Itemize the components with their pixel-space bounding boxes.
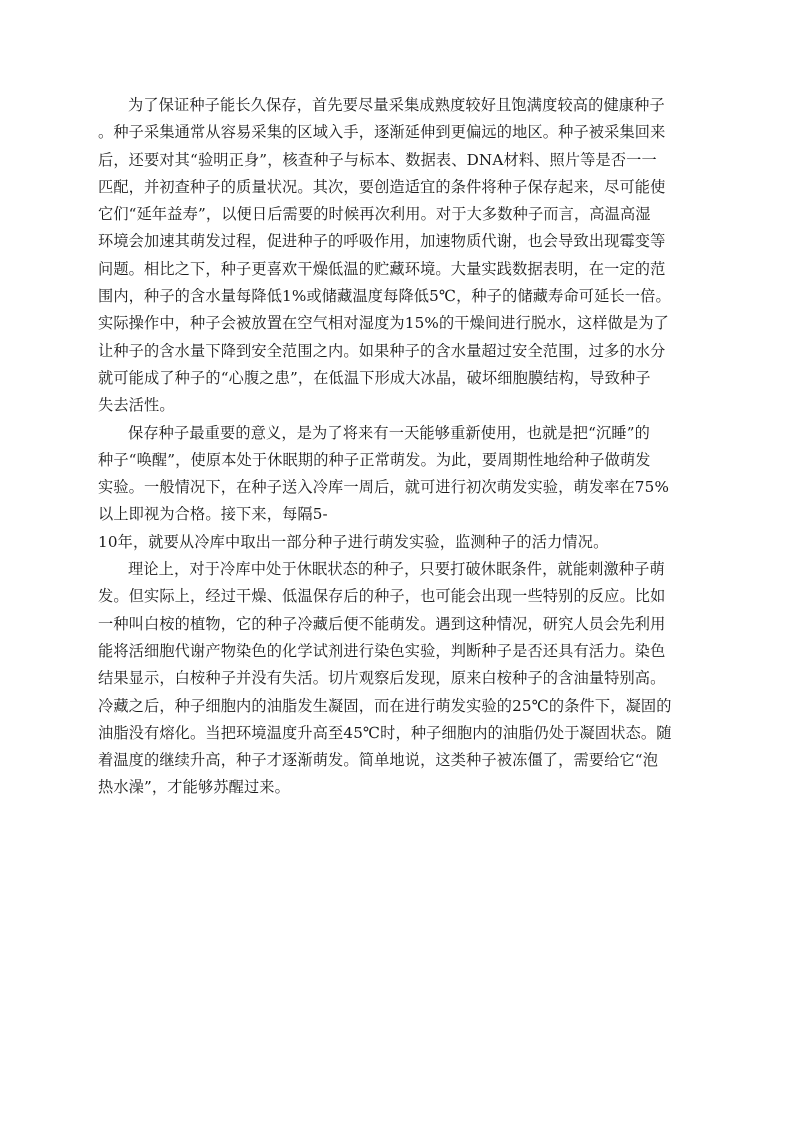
text-line: 实验。一般情况下，在种子送入冷库一周后，就可进行初次萌发实验，萌发率在75% xyxy=(98,478,670,497)
text-line: 发。但实际上，经过干燥、低温保存后的种子，也可能会出现一些特别的反应。比如 xyxy=(98,587,666,606)
text-line: 结果显示，白桉种子并没有失活。切片观察后发现，原来白桉种子的含油量特别高。 xyxy=(98,669,666,688)
text-line: 种子“唤醒”，使原本处于休眠期的种子正常萌发。为此，要周期性地给种子做萌发 xyxy=(98,450,651,469)
text-line: 10年，就要从冷库中取出一部分种子进行萌发实验，监测种子的活力情况。 xyxy=(98,532,609,551)
text-line: 一种叫白桉的植物，它的种子冷藏后便不能萌发。遇到这种情况，研究人员会先利用 xyxy=(98,614,666,633)
text-line: 让种子的含水量下降到安全范围之内。如果种子的含水量超过安全范围，过多的水分 xyxy=(98,341,666,360)
text-line: 热水澡”，才能够苏醒过来。 xyxy=(98,778,290,797)
text-line: 它们“延年益寿”，以便日后需要的时候再次利用。对于大多数种子而言，高温高湿 xyxy=(98,205,651,224)
text-line: 失去活性。 xyxy=(98,396,175,415)
text-line: 能将活细胞代谢产物染色的化学试剂进行染色实验，判断种子是否还具有活力。染色 xyxy=(98,641,666,660)
text-line: 为了保证种子能长久保存，首先要尽量采集成熟度较好且饱满度较高的健康种子 xyxy=(128,96,665,114)
text-line: 围内，种子的含水量每降低1%或储藏温度每降低5℃，种子的储藏寿命可延长一倍。 xyxy=(98,287,671,306)
text-line: 问题。相比之下，种子更喜欢干燥低温的贮藏环境。大量实践数据表明，在一定的范 xyxy=(98,259,666,278)
text-line: 就可能成了种子的“心腹之患”，在低温下形成大冰晶，破坏细胞膜结构，导致种子 xyxy=(98,368,651,387)
paragraph-3 xyxy=(98,556,694,802)
text-line: 后，还要对其“验明正身”，核查种子与标本、数据表、DNA材料、照片等是否一一 xyxy=(98,150,657,169)
text-line: 实际操作中，种子会被放置在空气相对湿度为15%的干燥间进行脱水，这样做是为了 xyxy=(98,314,670,333)
paragraph-2 xyxy=(98,420,694,556)
text-line: 冷藏之后，种子细胞内的油脂发生凝固，而在进行萌发实验的25℃的条件下，凝固的 xyxy=(98,696,672,715)
text-line: 着温度的继续升高，种子才逐渐萌发。简单地说，这类种子被冻僵了，需要给它“泡 xyxy=(98,751,659,770)
text-line: 环境会加速其萌发过程，促进种子的呼吸作用，加速物质代谢，也会导致出现霉变等 xyxy=(98,232,666,251)
text-line: 。种子采集通常从容易采集的区域入手，逐渐延伸到更偏远的地区。种子被采集回来 xyxy=(98,123,666,142)
text-line: 油脂没有熔化。当把环境温度升高至45℃时，种子细胞内的油脂仍处于凝固状态。随 xyxy=(98,723,672,742)
paragraph-1 xyxy=(98,92,694,420)
article-body xyxy=(98,92,694,802)
text-line: 以上即视为合格。接下来，每隔5- xyxy=(98,505,328,524)
text-line: 理论上，对于冷库中处于休眠状态的种子，只要打破休眠条件，就能刺激种子萌 xyxy=(128,560,665,579)
text-line: 匹配，并初查种子的质量状况。其次，要创造适宜的条件将种子保存起来，尽可能使 xyxy=(98,177,666,196)
text-line: 保存种子最重要的意义，是为了将来有一天能够重新使用，也就是把“沉睡”的 xyxy=(128,423,650,442)
